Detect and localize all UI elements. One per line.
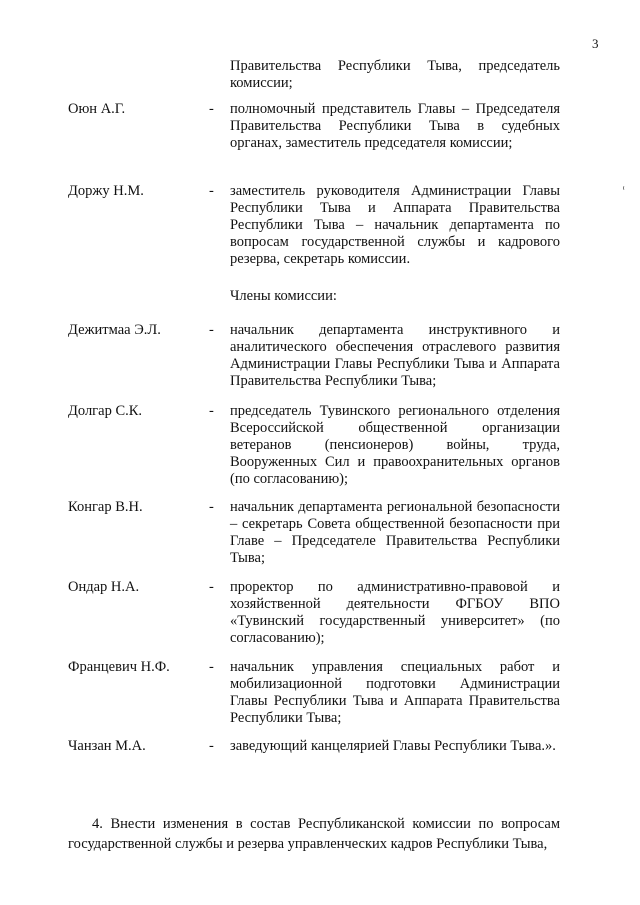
member-description: начальник управления специальных работ и мобилизационной подготовки Администрации Главы Республики Тыва и Аппарата Правительства Республики Тыва; xyxy=(230,659,560,726)
members-heading: Члены комиссии: xyxy=(230,288,337,304)
member-dash: - xyxy=(209,183,214,199)
member-name: Чанзан М.А. xyxy=(68,738,146,754)
member-description: председатель Тувинского регионального отделения Всероссийской общественной организации ветеранов (пенсионеров) войны, труда, Вооруженных Сил и правоохранительных органов (по согласованию); xyxy=(230,403,560,487)
member-name: Доржу Н.М. xyxy=(68,183,144,199)
member-name: Ондар Н.А. xyxy=(68,579,140,595)
member-name: Оюн А.Г. xyxy=(68,101,126,117)
member-description: начальник департамента региональной безопасности – секретарь Совета общественной безопасности при Главе – Председателе Правительства Республики Тыва; xyxy=(230,499,560,566)
scan-mark xyxy=(623,186,626,190)
member-dash: - xyxy=(209,499,214,515)
member-description: заведующий канцелярией Главы Республики Тыва.». xyxy=(230,738,556,754)
member-dash: - xyxy=(209,659,214,675)
page-number: 3 xyxy=(592,36,599,51)
member-dash: - xyxy=(209,738,214,754)
member-description: начальник департамента инструктивного и аналитического обеспечения отраслевого развития Администрации Главы Республики Тыва и Аппарата Правительства Республики Тыва; xyxy=(230,322,560,389)
member-dash: - xyxy=(209,101,214,117)
member-description: заместитель руководителя Администрации Главы Республики Тыва и Аппарата Правительства Республики Тыва – начальник департамента по вопросам государственной службы и кадрового резерва, секретарь комиссии. xyxy=(230,183,560,267)
member-name: Дежитмаа Э.Л. xyxy=(68,322,161,338)
member-name: Долгар С.К. xyxy=(68,403,143,419)
member-dash: - xyxy=(209,322,214,338)
member-dash: - xyxy=(209,403,214,419)
member-dash: - xyxy=(209,579,214,595)
member-name: Францевич Н.Ф. xyxy=(68,659,170,675)
member-description: проректор по административно-правовой и хозяйственной деятельности ФГБОУ ВПО «Тувинский государственный университет» (по согласованию); xyxy=(230,579,560,646)
continuation-text: Правительства Республики Тыва, председатель комиссии; xyxy=(230,58,560,91)
member-name: Конгар В.Н. xyxy=(68,499,143,515)
member-description: полномочный представитель Главы – Председателя Правительства Республики Тыва в судебных органах, заместитель председателя комиссии; xyxy=(230,101,560,151)
final-paragraph: 4. Внести изменения в состав Республиканской комиссии по вопросам государственной службы и резерва управленческих кадров Республики Тыва, xyxy=(68,816,560,852)
